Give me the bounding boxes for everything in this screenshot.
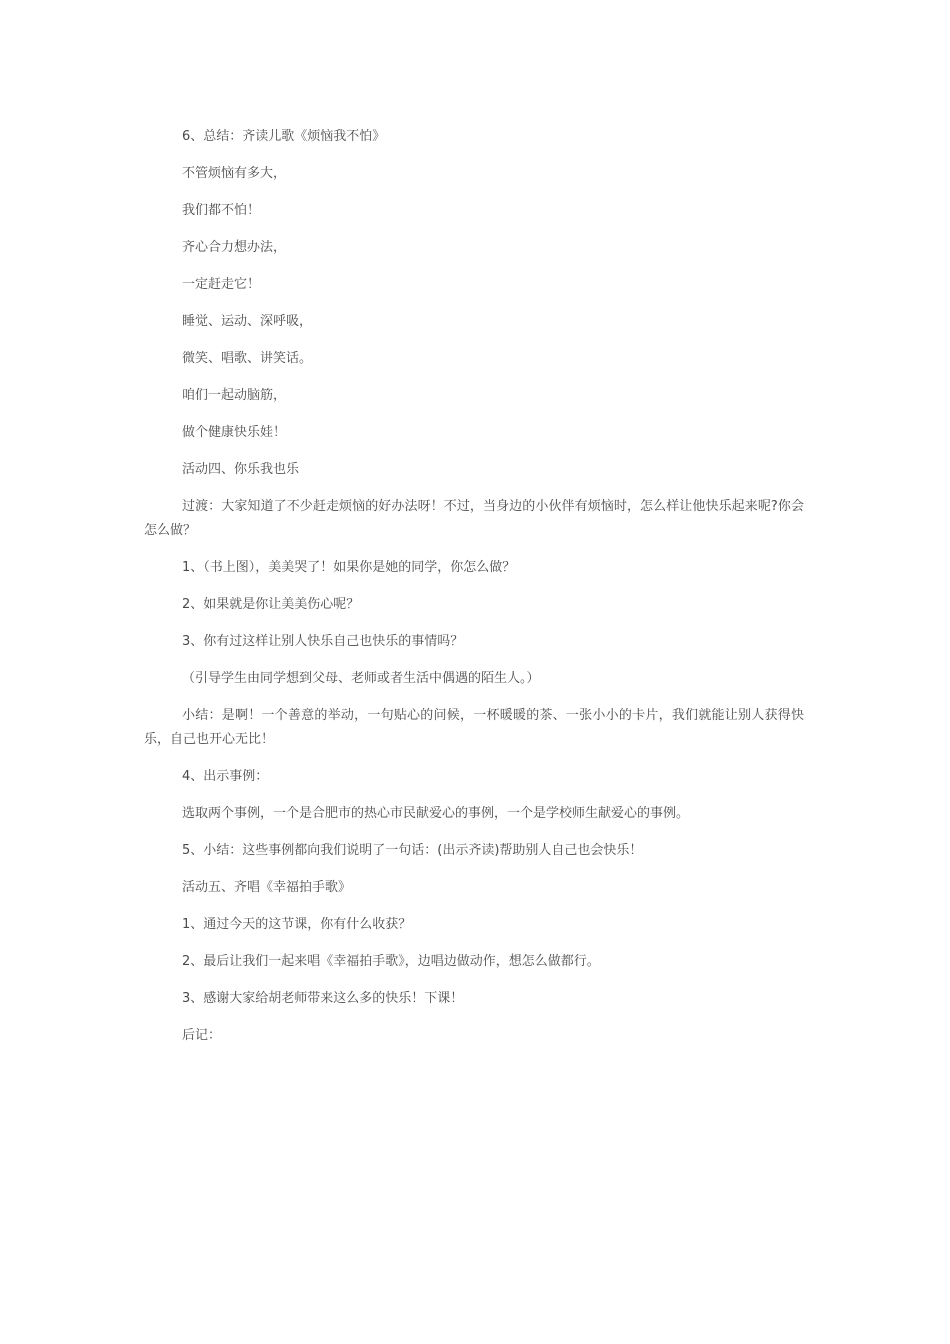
list-item: 3、你有过这样让别人快乐自己也快乐的事情吗？ — [182, 634, 464, 649]
poem-line: 做个健康快乐娃！ — [182, 425, 287, 440]
poem-line: 齐心合力想办法， — [182, 240, 287, 255]
list-item: 1、通过今天的这节课，你有什么收获？ — [182, 917, 412, 932]
paragraph-summary: 小结：是啊！一个善意的举动，一句贴心的问候，一杯暖暖的茶、一张小小的卡片，我们就能让别人获得快乐，自己也开心无比！ — [144, 708, 804, 747]
poem-line: 我们都不怕！ — [182, 203, 261, 218]
paragraph-transition: 过渡：大家知道了不少赶走烦恼的好办法呀！不过，当身边的小伙伴有烦恼时，怎么样让他快乐起来呢?你会怎么做？ — [144, 499, 804, 538]
poem-line: 微笑、唱歌、讲笑话。 — [182, 351, 313, 366]
list-item: 4、出示事例： — [182, 769, 269, 784]
poem-line: 睡觉、运动、深呼吸， — [182, 314, 313, 329]
poem-line: 一定赶走它！ — [182, 277, 261, 292]
heading-summary: 6、总结：齐读儿歌《烦恼我不怕》 — [182, 129, 386, 144]
list-item: 2、最后让我们一起来唱《幸福拍手歌》，边唱边做动作，想怎么做都行。 — [182, 954, 600, 969]
paragraph-examples: 选取两个事例，一个是合肥市的热心市民献爱心的事例，一个是学校师生献爱心的事例。 — [182, 806, 690, 821]
poem-line: 咱们一起动脑筋， — [182, 388, 287, 403]
list-item: 5、小结：这些事例都向我们说明了一句话：(出示齐读)帮助别人自己也会快乐！ — [182, 843, 643, 858]
list-item: 2、如果就是你让美美伤心呢？ — [182, 597, 360, 612]
section-heading-activity-4: 活动四、你乐我也乐 — [182, 462, 300, 477]
list-item: 1、（书上图），美美哭了！如果你是她的同学，你怎么做？ — [182, 560, 516, 575]
list-item: 3、感谢大家给胡老师带来这么多的快乐！下课！ — [182, 991, 464, 1006]
document-body — [144, 125, 804, 1061]
section-heading-activity-5: 活动五、齐唱《幸福拍手歌》 — [182, 880, 352, 895]
poem-line: 不管烦恼有多大， — [182, 166, 287, 181]
postscript-heading: 后记： — [182, 1028, 222, 1043]
paragraph-guidance-note: （引导学生由同学想到父母、老师或者生活中偶遇的陌生人。） — [182, 671, 540, 686]
